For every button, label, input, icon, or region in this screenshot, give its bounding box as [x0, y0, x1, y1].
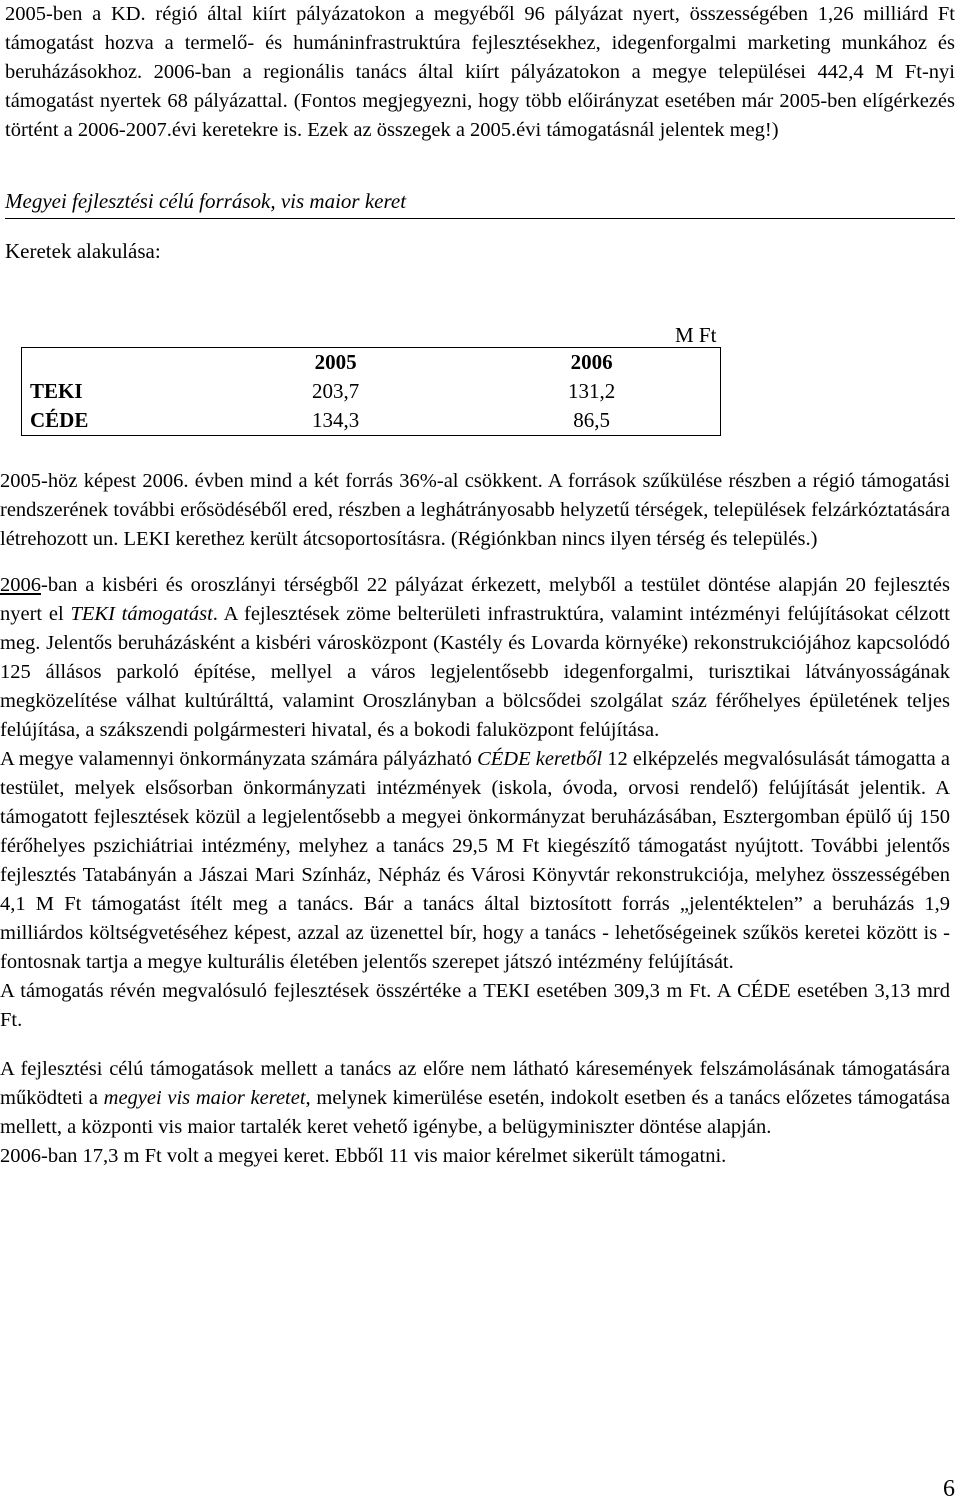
- table-header-row: [22, 348, 721, 378]
- table-unit-label: M Ft: [675, 323, 717, 347]
- cede-text-a: A megye valamennyi önkormányzata számára pályázható: [0, 748, 478, 770]
- cede-2005-value: 134,3: [311, 408, 360, 432]
- table-header-2006: 2006: [570, 350, 613, 374]
- frames-table: [21, 347, 721, 436]
- table-header-2005: 2005: [314, 350, 357, 374]
- section-title: Megyei fejlesztési célú források, vis maior keret: [5, 186, 955, 219]
- vis-maior-emphasis: megyei vis maior keretet: [103, 1087, 306, 1109]
- paragraph-total: A támogatás révén megvalósuló fejlesztések összértéke a TEKI esetében 309,3 m Ft. A CÉDE esetében 3,13 mrd Ft.: [0, 980, 950, 1031]
- table-row: [22, 377, 721, 406]
- row-label-cede: CÉDE: [30, 408, 89, 432]
- frames-subheading: Keretek alakulása:: [5, 239, 161, 263]
- teki-emphasis: TEKI támogatást: [70, 603, 213, 625]
- cede-emphasis: CÉDE keretből: [477, 748, 603, 770]
- document-page: [5, 0, 955, 266]
- paragraph-2006-frame: 2006-ban 17,3 m Ft volt a megyei keret. Ebből 11 vis maior kérelmet sikerült támogatni.: [0, 1145, 727, 1167]
- teki-2006-value: 131,2: [567, 379, 616, 403]
- paragraph-change: 2005-höz képest 2006. évben mind a két forrás 36%-al csökkent. A források szűkülése részben a régió támogatási rendszerének további erősödéséből ered, részben a leghátrányosabb helyzetű térségek, települések felzárkóztatására létrehozott un. LEKI kerethez került átcsoportosításra. (Régiónkban nincs ilyen térség és település.): [0, 470, 950, 550]
- teki-2005-value: 203,7: [311, 379, 360, 403]
- page-number: 6: [943, 1476, 955, 1502]
- teki-text-a: -ban a kisbéri és oroszlányi térségből 22 pályázat érkezett, melyből a testület döntése alapján 20 fejlesztés nyert el: [0, 574, 950, 625]
- body-text: [0, 467, 950, 1171]
- table-row: [22, 406, 721, 436]
- paragraph-cede: [0, 745, 950, 977]
- cede-text-b: 12 elképzelés megvalósulását támogatta a testület, melyek elsősorban önkormányzati intézmények (iskola, óvoda, orvosi rendelő) felújítását jelentik. A támogatott fejlesztések közül a legjelentősebb a megyei önkormányzat beruházásában, Esztergomban épülő új 150 férőhelyes pszichiátriai intézmény, melyhez a tanács 29,5 M Ft kiegészítő támogatást nyújtott. További jelentős fejlesztés Tatabányán a Jászai Mari Színház, Népház és Városi Könyvtár rekonstrukciója, melyhez összességében 4,1 M Ft támogatást ítélt meg a tanács. Bár a tanács által biztosított forrás „jelentéktelen” a beruházás 1,9 milliárdos költségvetéséhez képest, azzal az üzenettel bír, hogy a tanács - lehetőségeinek szűkös keretei között is - fontosnak tartja a megye kulturális életében jelentős szerepet játszó intézmény felújítását.: [0, 748, 950, 973]
- year-2006-underlined: 2006: [0, 574, 41, 596]
- cede-2006-value: 86,5: [573, 408, 610, 432]
- teki-text-b: . A fejlesztések zöme belterületi infrastruktúra, valamint intézményi felújításokat célzott meg. Jelentős beruházásként a kisbéri városközpont (Kastély és Lovarda környéke) rekonstrukciójához kapcsolódó 125 állásos parkoló építése, mellyel a város legjelentősebb idegenforgalmi, turisztikai látványosságának megközelítése válhat kultúrálttá, valamint Oroszlányban a bölcsődei szolgálat száz férőhelyes épületének teljes felújítása, a szákszendi polgármesteri hivatal, és a bokodi faluközpont felújítása.: [0, 603, 950, 741]
- table-header-empty: [22, 348, 209, 378]
- paragraph-vis-maior: [0, 1055, 950, 1142]
- intro-paragraph: 2005-ben a KD. régió által kiírt pályázatokon a megyéből 96 pályázat nyert, összességében 1,26 milliárd Ft támogatást hozva a termelő- és humáninfrastruktúra fejlesztésekhez, idegenforgalmi marketing munkához és beruházásokhoz. 2006-ban a regionális tanács által kiírt pályázatokon a megye települései 442,4 M Ft-nyi támogatást nyertek 68 pályázattal. (Fontos megjegyezni, hogy több előirányzat esetében már 2005-ben elígérkezés történt a 2006-2007.évi keretekre is. Ezek az összegek a 2005.évi támogatásnál jelentek meg!): [5, 3, 955, 141]
- paragraph-teki: [0, 571, 950, 745]
- vis-maior-text-a: A fejlesztési célú támogatások mellett a tanács az előre nem látható káresemények felszámolásának támogatására működteti a: [0, 1058, 950, 1109]
- row-label-teki: TEKI: [30, 379, 83, 403]
- vis-maior-text-b: , melynek kimerülése esetén, indokolt esetben és a tanács előzetes támogatása mellett, a központi vis maior tartalék keret vehető igénybe, a belügyminiszter döntése alapján.: [0, 1087, 950, 1138]
